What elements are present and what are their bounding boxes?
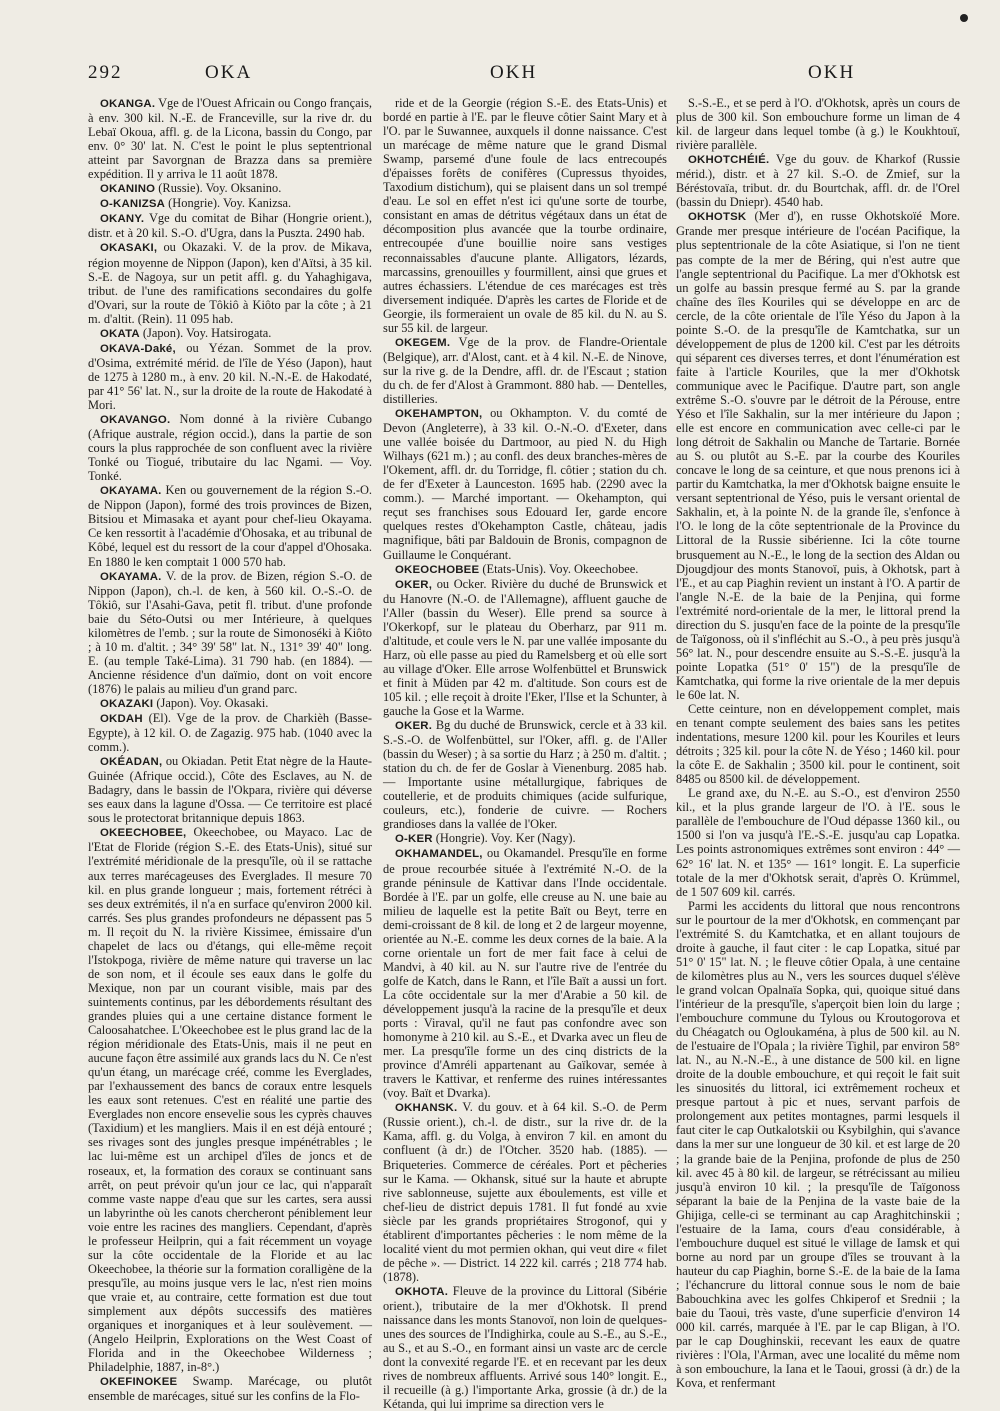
- dictionary-entry: [676, 152, 960, 209]
- dictionary-entry: [383, 1284, 667, 1411]
- entry-text: Nom donné à la rivière Cubango (Afrique australe, région occid.), dans la partie de son cours la plus rapprochée de son confluent avec la rivière Tonké ou Tiogué, tributaire du lac Ngami. — Voy. Tonké.: [88, 412, 372, 484]
- entry-text: (Mer d'), en russe Okhotskoïé More. Grande mer presque intérieure de l'océan Pacifique, la plus septentrionale de la côte Asiatique, si l'on ne tient pas compte de la mer de Béring, qui n'est autre que l'angle septentrional du Pacifique. La mer d'Okhotsk est un golfe au bassin presque fermé au S. par la grande chaîne des îles Kouriles qui se développe en arc de cercle, de la côte orientale de l'île Yéso du Japon à la pointe S.-O. de la presqu'île de Kamtchatka, sur un développement de plus de 1200 kil. C'est par les détroits qui séparent ces diverses terres, et dont l'énumération est faite à l'article Kouriles, que la mer d'Okhotsk communique avec le Pacifique. D'autre part, son angle extrême S.-O. s'ouvre par le détroit de la Pérouse, entre Yéso et l'île Sakhalin, sur la mer intérieure du Japon ; elle est encore en communication avec celle-ci par le long détroit de Sakhalin ou Manche de Tartarie. Bornée au S. ou plutôt au S.-E. par la courbe des Kouriles concave le long de sa ceinture, et que nous prenons ici à partir du Kamtchatka, la mer d'Okhotsk baigne ensuite le versant septentrional de Yéso, puis le versant oriental de Sakhalin, et, à la pointe N. de la grande île, s'enfonce à l'O. le long de la côte septentrionale de la Province du Littoral de la Russie sibérienne. Ici la côte tourne brusquement au N.-E., le long de la section des Aldan ou Djougdjour des monts Stanovoï, puis, à Okhotsk, part à l'E., et au cap Piaghin revient un instant à l'O. A partir de l'angle N.-E. de la baie de la Penjina, qui forme l'extrémité nord-orientale de la mer, le littoral prend la direction du S. jusqu'en face de la pointe de la presqu'île de Taïgonoss, où il s'infléchit au S.-O., à peu près jusqu'à 56° lat. N., pour descendre ensuite au S.-S.-E. jusqu'à la pointe Lopatka (51° 0' 15") de la presqu'île de Kamtchatka, qui forme la rive orientale de la mer depuis le 60e lat. N.: [676, 209, 960, 702]
- entry-text: Vge du comitat de Bihar (Hongrie orient.), distr. et à 20 kil. S.-O. d'Ugra, dans la Puszta. 2490 hab.: [88, 211, 372, 241]
- entry-text: (Hongrie). Voy. Kanizsa.: [165, 196, 292, 211]
- entry-headword: OKHOTSK: [688, 211, 747, 224]
- entry-text: (Russie). Voy. Oksanino.: [155, 181, 282, 196]
- entry-text: Bg du duché de Brunswick, cercle et à 33 kil. S.-S.-O. de Wolfenbüttel, sur l'Oker, affl. g. de l'Aller (bassin du Weser) ; à sa sortie du Harz ; à 250 m. d'altit. ; station du ch. de fer de Goslar à Vienenburg. 2085 hab. — Importante usine métallurgique, fabriques de coutellerie, et de produits chimiques (acide sulfurique, couleurs, etc.), fonderie de cuivre. — Rochers grandioses dans la vallée de l'Oker.: [383, 718, 667, 832]
- dictionary-entry: [676, 209, 960, 702]
- entry-text: (Japon). Voy. Hatsirogata.: [139, 325, 272, 340]
- entry-text: S.-S.-E., et se perd à l'O. d'Okhotsk, après un cours de plus de 300 kil. Son embouchure forme un liman de 4 kil. de largeur dans lequel tombe (à g.) le Koukhtouï, rivière parallèle.: [676, 96, 960, 153]
- dictionary-entry: [88, 240, 372, 325]
- entry-text: ride et de la Georgie (région S.-E. des Etats-Unis) et bordé en partie à l'E. par le fleuve côtier Saint Mary et à l'O. par le Suwannee, auxquels il donne naissance. C'est un marécage de même nature que le grand Dismal Swamp, parsemé d'une foule de lacs entrecoupés d'épaisses forêts de conifères (Cupressus thyoides, Taxodium distichum), qui se plaisent dans un sol trempé d'eau. Le sol en effet n'est ici qu'une sorte de tourbe, consistant en amas de détritus végétaux dans un état de décomposition plus avancée que la tourbe ordinaire, entrecoupée d'une bouillie noire sans vestiges reconnaissables d'aucune plante. Alligators, lézards, marcassins, grenouilles y fourmillent, ainsi que grues et autres échassiers. L'étendue de ces marécages est très diversement indiquée. D'après les cartes de Floride et de Georgie, ils formeraient un ovale de 85 kil. du N. au S. sur 55 kil. de largeur.: [383, 96, 667, 335]
- entry-headword: OKANGA.: [100, 98, 156, 110]
- dictionary-entry: [88, 569, 372, 696]
- entry-headword: OKAVA-Daké,: [100, 342, 176, 355]
- entry-text: (Etats-Unis). Voy. Okeechobee.: [479, 561, 639, 576]
- dictionary-entry: [88, 483, 372, 568]
- entry-headword: OKHAMANDEL,: [395, 848, 483, 861]
- entry-text: Vge de la prov. de Flandre-Orientale (Belgique), arr. d'Alost, cant. et à 4 kil. N.-E. de Ninove, sur la rive g. de la Dendre, affl. dr. de l'Escaut ; station du ch. de fer d'Alost à Grammont. 880 hab. — Dentelles, distilleries.: [383, 334, 667, 406]
- entry-headword: OKAYAMA.: [100, 485, 162, 498]
- entry-text: (El). Vge de la prov. de Charkièh (Basse-Egypte), à 12 kil. O. de Zagazig. 975 hab. (1040 avec la comm.).: [88, 711, 372, 755]
- running-head-left: OKA: [205, 62, 253, 83]
- dictionary-entry: [88, 711, 372, 754]
- text-column-3: [676, 96, 960, 1391]
- dictionary-entry: [88, 412, 372, 483]
- entry-text: Fleuve de la province du Littoral (Sibérie orient.), tributaire de la mer d'Okhotsk. Il prend naissance dans les monts Stanovoï, non loin de quelques-unes des sources de l'Indighirka, coule au S.-E., au S.-E., au S., et au S.-O., en formant ainsi un vaste arc de cercle dont la convexité regarde l'E. et en recevant par les deux rives de nombreux affluents. Arrivé sous 140° longit. E., il recueille (à g.) l'importante Arka, grossie (à dr.) de la Kétanda, qui lui imprime sa direction vers le: [383, 1283, 667, 1411]
- text-column-1: [88, 96, 372, 1404]
- entry-headword: O-KANIZSA: [100, 198, 166, 211]
- entry-text: ou Ocker. Rivière du duché de Brunswick et du Hanovre (N.-O. de l'Allemagne), affluent gauche de l'Aller (bassin du Weser). Elle prend sa source à l'Okerkopf, sur le plateau du Oberharz, par 911 m. d'altitude, et coule vers le N. par une vallée imposante du Harz, où elle passe au pied du Ramelsberg et où elle sort au village d'Oker. Elle arrose Wolfenbüttel et Brunswick et finit à Müden par 42 m. d'altitude. Son cours est de 105 kil. ; elle reçoit à droite l'Eker, l'Ilse et la Schunter, à gauche la Gose et la Warme.: [383, 576, 667, 719]
- entry-headword: OKEFINOKEE: [100, 1376, 178, 1389]
- entry-headword: OKATA: [100, 327, 140, 340]
- dictionary-entry: [88, 196, 372, 211]
- entry-headword: OKHANSK.: [395, 1102, 458, 1115]
- entry-text: Le grand axe, du N.-E. au S.-O., est d'environ 2550 kil., et la plus grande largeur de l'O. à l'E. sous le parallèle de l'embouchure de l'Oud dépasse 1360 kil., ou 1500 si l'on va jusqu'à l'E.-S.-E. jusqu'au cap Lopatka. Les points astronomiques extrêmes sont environ : 44° — 62° 16' lat. N. et 135° — 161° longit. E. La superficie totale de la mer d'Okhotsk serait, d'après O. Krümmel, de 1 507 609 kil. carrés.: [676, 786, 960, 899]
- dictionary-entry: [88, 696, 372, 711]
- entry-text: Vge du gouv. de Kharkof (Russie mérid.), distr. et à 27 kil. S.-O. de Zmief, sur la Béréstovaïa, tribut. dr. du Bourtchak, affl. dr. de l'Orel (bassin du Dniepr). 4540 hab.: [676, 152, 960, 210]
- dictionary-entry: [383, 562, 667, 577]
- dictionary-entry: [88, 341, 372, 412]
- running-head-right: OKH: [808, 62, 856, 83]
- dictionary-entry: [676, 702, 960, 786]
- dictionary-entry: [383, 718, 667, 831]
- dictionary-entry: [88, 1374, 372, 1403]
- dictionary-entry: [88, 326, 372, 341]
- entry-headword: OKEGEM.: [395, 336, 451, 349]
- dictionary-entry: [383, 831, 667, 846]
- entry-text: ou Okiadan. Petit Etat nègre de la Haute-Guinée (Afrique occid.), Côte des Esclaves, au N. de Badagry, dans le bassin de l'Okpara, rivière qui déverse ses eaux dans la lagune d'Ossa. — Ce territoire est placé sous le protectorat britannique depuis 1863.: [88, 754, 372, 826]
- entry-headword: OKÉADAN,: [100, 756, 163, 769]
- entry-headword: OKHOTCHÉIÉ.: [688, 154, 770, 167]
- dictionary-entry: [88, 96, 372, 181]
- entry-headword: OKDAH: [100, 713, 143, 726]
- entry-text: Swamp. Marécage, ou plutôt ensemble de marécages, situé sur les confins de la Flo-: [88, 1374, 372, 1404]
- dictionary-entry: [676, 96, 960, 152]
- entry-headword: O-KER: [395, 833, 433, 846]
- entry-text: Cette ceinture, non en développement complet, mais en tenant compte seulement des baies sans les petites indentations, mesure 1200 kil. pour les Kouriles et leurs détroits ; 325 kil. pour la côte N. de Yéso ; 1460 kil. pour la côte E. de Sakhalin ; 3500 kil. pour le continent, soit 8485 ou 8500 kil. de développement.: [676, 702, 960, 787]
- dictionary-entry: [383, 577, 667, 718]
- entry-headword: OKEHAMPTON,: [395, 408, 483, 421]
- dictionary-entry: [383, 335, 667, 406]
- entry-text: Okeechobee, ou Mayaco. Lac de l'Etat de Floride (région S.-E. des Etats-Unis), situé sur l'extrémité méridionale de la presqu'île, où il se rattache aux terres marécageuses des Everglades. Il mesure 70 kil. en plus grande longueur ; mais, fortement rétréci à ses deux extrémités, il n'a en surface qu'environ 2000 kil. carrés. Ses plus grandes profondeurs ne dépassent pas 5 m. Il reçoit du N. la rivière Kissimee, émissaire d'un chapelet de lacs ou d'étangs, qui elle-même reçoit l'Istokpoga, rivière de même nature qui traverse un lac de son nom, et il écoule ses eaux dans le golfe du Mexique, non par un courant visible, mais par des suintements continus, par les débordements résultant des grandes pluies qui a une certaine distance forment le Caloosahatchee. L'Okeechobee est le plus grand lac de la région méridionale des Etats-Unis, mais il ne peut en aucune façon être assimilé aux grands lacs du N. Ce n'est qu'un étang, un marécage créé, comme les Everglades, par l'exhaussement des bancs de coraux entre lesquels les eaux sont retenues. C'est en réalité une partie des Everglades non encore ensevelie sous les cyprès chauves (Taxidium) et les mangliers. Mais il en est déjà entouré ; ses rivages sont des jungles presque impénétrables ; le lac lui-même est un archipel d'îles de joncs et de roseaux, et, la formation des coraux se continuant sans arrêt, on peut prévoir qu'un jour ce lac, qui n'apparaît comme vaste nappe d'eau que sur les cartes, sera aussi un labyrinthe où les canots chercheront péniblement leur voie entre les racines des mangliers. Cependant, d'après le professeur Heilprin, qui a fait récemment un voyage sur la côte occidentale de la Floride et au lac Okeechobee, la théorie sur la formation coralligène de la presqu'île, au moins jusque vers le lac, n'est rien moins que vraie et, au contraire, cette formation est due tout simplement aux dépôts successifs des matières organiques et inorganiques et à leur soulèvement. — (Angelo Heilprin, Explorations on the West Coast of Florida and in the Okeechobee Wilderness ; Philadelphie, 1887, in-8°.): [88, 825, 372, 1375]
- dictionary-entry: [383, 846, 667, 1100]
- text-column-2: [383, 96, 667, 1411]
- entry-headword: OKANINO: [100, 183, 156, 196]
- entry-headword: OKASAKI,: [100, 242, 158, 255]
- dictionary-entry: [88, 211, 372, 240]
- entry-text: V. du gouv. et à 64 kil. S.-O. de Perm (Russie orient.), ch.-l. de distr., sur la rive dr. de la Kama, affl. g. du Volga, à environ 7 kil. en amont du confluent (à dr.) de l'Otcher. 3520 hab. (1885). — Briqueteries. Commerce de céréales. Port et pêcheries sur le Kama. — Okhansk, situé sur la haute et abrupte rive sablonneuse, sujette aux éboulements, est ville et chef-lieu de district depuis 1781. Il fut fondé au xvie siècle par les grands propriétaires Strogonof, qui y établirent d'importantes pêcheries : le nom même de la localité vient du mot permien okhan, qui veut dire « filet de pêche ». — District. 14 222 kil. carrés ; 218 774 hab. (1878).: [383, 1100, 667, 1284]
- ink-dot: [960, 14, 968, 22]
- dictionary-entry: [676, 899, 960, 1391]
- entry-headword: OKAVANGO.: [100, 414, 171, 427]
- entry-text: ou Yézan. Sommet de la prov. d'Osima, extrémité mérid. de l'île de Yéso (Japon), haut de 1275 à 1280 m., à env. 20 kil. N.-N.-E. de Hakodaté, par 41° 56' lat. N., sur la droite de la route de Hakodaté à Mori.: [88, 340, 372, 412]
- entry-text: Parmi les accidents du littoral que nous rencontrons sur le pourtour de la mer d'Okhotsk, en commençant par l'extrémité S. du Kamtchatka, et en allant toujours de droite à gauche, il faut citer : le cap Lopatka, situé par 51° 0' 15" lat. N. ; le fleuve côtier Opala, à une centaine de kilomètres plus au N., vers les sources duquel s'élève le grand volcan Opalnaïa Sopka, qui, quoique situé dans l'intérieur de la presqu'île, s'aperçoit bien loin du large ; l'embouchure commune du Tylous ou Kroutogorova et du Chéagatch ou Ogloukaména, à plus de 500 kil. au N. de l'estuaire de l'Opala ; la rivière Tighil, par environ 58° lat. N., au N.-N.-E., à une distance de 500 kil. en ligne droite de la double embouchure, et qui reçoit le fait suit les sinuosités du littoral, ici extrêmement rocheux et presque partout à pic et nues, servant parfois de prolongement aux petites montagnes, parmi lesquels il faut citer le cap Outkalotskii ou Ksybilghin, qui s'avance dans la mer sur une longueur de 30 kil. et est large de 20 ; la grande baie de la Penjina, profonde de plus de 250 kil. avec 45 à 80 kil. de largeur, se rétrécissant au milieu jusqu'à environ 10 kil. ; la presqu'île de Taïgonoss séparant la baie de la Penjina de la vaste baie de la Ghijiga, celle-ci se terminant au cap Araghitchinskii ; l'estuaire de la Iama, cours d'eau considérable, à l'embouchure duquel est situé le village de Iamsk et qui borne au nord par un groupe d'îles se trouvant à la hauteur du cap Piaghin, borne S.-E. de la baie de la Iama ; l'échancrure du littoral connue sous le nom de baie Babouchkina avec les golfes Chkiperof et Srednii ; la baie du Taoui, très vaste, d'une superficie d'environ 14 000 kil. carrés, marquée à l'E. par le cap Bligan, à l'O. par le cap Doughinskii, recevant les eaux de quatre rivières : l'Ola, l'Arman, avec une localité du même nom à son embouchure, la Iana et le Taoui, grossi (à dr.) de la Kova, et renfermant: [676, 898, 960, 1391]
- entry-headword: OKER.: [395, 720, 433, 733]
- dictionary-entry: [383, 1100, 667, 1284]
- entry-headword: OKEECHOBEE,: [100, 827, 187, 840]
- entry-headword: OKAZAKI: [100, 697, 154, 710]
- entry-text: (Japon). Voy. Okasaki.: [153, 695, 269, 710]
- page-number: 292: [88, 62, 123, 83]
- entry-headword: OKEOCHOBEE: [395, 563, 480, 576]
- entry-text: ou Okazaki. V. de la prov. de Mikava, région moyenne de Nippon (Japon), ken d'Aïtsi, à 35 kil. S.-E. de Nagoya, sur un petit affl. g. du Yahaghigava, tribut. de l'une des ramifications secondaires du golfe d'Ovari, sur la route de Tôkiô à Kiôto par la côte ; à 21 m. d'altit. (Rein). 11 095 hab.: [88, 240, 372, 326]
- entry-text: V. de la prov. de Bizen, région S.-O. de Nippon (Japon), ch.-l. de ken, à 560 kil. O.-S.-O. de Tôkiô, sur l'Asahi-Gava, petit fl. tribut. d'une profonde baie du Séto-Outsi ou mer Intérieure, à quelques kilomètres de l'emb. ; sur la route de Simonoséki à Kiôto ; à 10 m. d'altit. ; 34° 39' 58" lat. N., 131° 39' 40" long. E. (au temple Také-Lima). 31 790 hab. (en 1884). — Ancienne résidence d'un daïmio, dont on voit encore (1876) le palais au milieu d'un grand parc.: [88, 568, 372, 696]
- dictionary-entry: [88, 825, 372, 1374]
- entry-headword: OKER,: [395, 578, 433, 591]
- running-head-center: OKH: [490, 62, 538, 83]
- entry-headword: OKAYAMA.: [100, 570, 162, 583]
- dictionary-entry: [383, 96, 667, 335]
- dictionary-entry: [88, 181, 372, 196]
- entry-headword: OKANY.: [100, 213, 145, 226]
- dictionary-entry: [383, 406, 667, 562]
- entry-text: (Hongrie). Voy. Ker (Nagy).: [432, 831, 576, 846]
- dictionary-entry: [88, 754, 372, 825]
- entry-headword: OKHOTA.: [395, 1285, 449, 1298]
- entry-text: ou Okamandel. Presqu'île en forme de proue recourbée située à l'extrémité N.-O. de la grande péninsule de Kattivar dans l'Inde occidentale. Bordée à l'E. par un golfe, elle creuse au N. une baie au milieu de laquelle est la petite Baït ou Beyt, terre en demi-croissant de 8 kil. de long et 2 de largeur moyenne, orientée au N.-E. comme les deux cornes de la baie. A la corne orientale un fort de mer fait face à celui de Mandvi, à 40 kil. au N. sur l'autre rive de l'entrée du golfe de Katch, dans le Rann, et l'île Baït a aussi un fort. La côte occidentale sur la mer d'Arabie a 50 kil. de développement jusqu'à la racine de la presqu'île et deux ports : Viraval, qu'il ne faut pas confondre avec son homonyme à 210 kil. au S.-E., et Dvarka avec un fleu de mer. La presqu'île forme un des cinq districts de la province d'Amréli appartenant au Gaïkovar, semée à travers le Kattivar, et renferme des ruines intéressantes (voy. Baït et Dvarka).: [383, 846, 667, 1101]
- entry-text: Ken ou gouvernement de la région S.-O. de Nippon (Japon), formé des trois provinces de Bizen, Bitsiou et Mimasaka et ayant pour chef-lieu Okayama. Ce ken ressortit à l'académie d'Ohosaka, et au tribunal de Kôbé, lequel est du ressort de la cour d'appel d'Ohosaka. En 1880 le ken comptait 1 000 570 hab.: [88, 483, 372, 569]
- dictionary-entry: [676, 786, 960, 898]
- entry-text: Vge de l'Ouest Africain ou Congo français, à env. 300 kil. N.-E. de Franceville, sur la rive dr. du Lebaï Okoua, affl. g. de la Licona, bassin du Congo, par env. 0° 30' lat. N. C'est le point le plus septentrional atteint par Savorgnan de Brazza dans sa première expédition. Il y arriva le 11 août 1878.: [88, 96, 372, 182]
- entry-text: ou Okhampton. V. du comté de Devon (Angleterre), à 33 kil. O.-N.-O. d'Exeter, dans une vallée boisée du Dartmoor, au pied N. du High Wilhays (621 m.) ; au confl. des deux branches-mères de l'Okement, affl. dr. du Torridge, fl. côtier ; station du ch. de fer d'Exeter à Launceston. 1695 hab. (2290 avec la comm.). — Marché important. — Okehampton, qui reçut ses franchises sous Edouard Ier, garde encore quelques restes d'Okehampton Castle, château, jadis magnifique, bâti par Baldouin de Bronis, compagnon de Guillaume le Conquérant.: [383, 406, 667, 562]
